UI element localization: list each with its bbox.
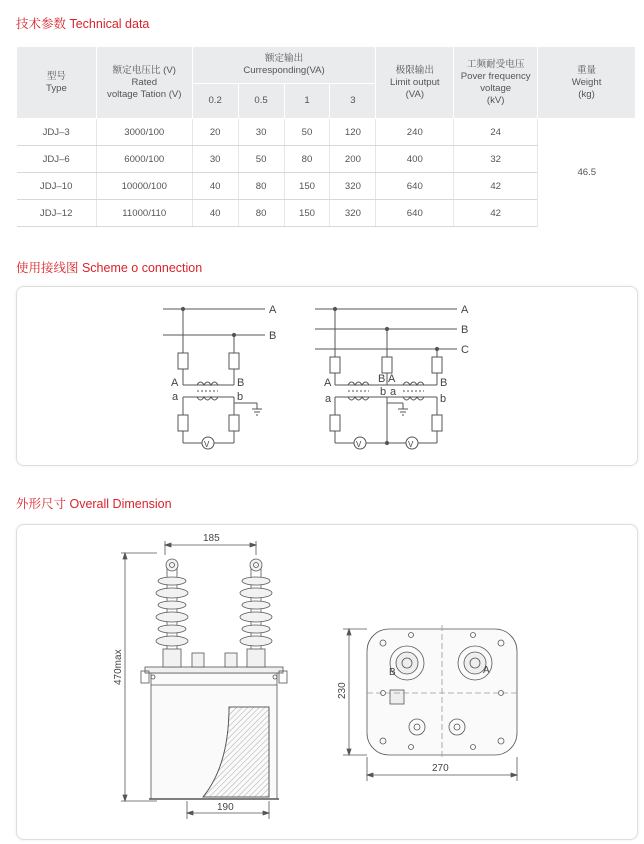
header-class-0-2: 0.2 [192, 84, 238, 119]
cell-output: 150 [284, 173, 330, 200]
right-voltmeter-2-label: V [408, 440, 414, 449]
table-row [17, 119, 636, 146]
left-phase-a-label: A [269, 304, 277, 316]
cell-output: 80 [238, 200, 284, 227]
header-power-frequency: 工频耐受电压 Pover frequency voltage (kV) [454, 47, 538, 119]
header-type: 型号 Type [17, 47, 97, 119]
left-secondary-a-label: a [172, 391, 179, 403]
left-secondary-b-label: b [237, 391, 244, 403]
cell-type: JDJ–10 [17, 173, 97, 200]
cell-voltage: 6000/100 [96, 146, 192, 173]
cell-output: 320 [330, 200, 376, 227]
cell-type: JDJ–12 [17, 200, 97, 227]
left-primary-b-label: B [237, 377, 245, 389]
right-left-secondary-b: b [380, 386, 387, 398]
cell-output: 50 [284, 119, 330, 146]
left-bushing [156, 559, 188, 667]
single-phase-diagram [163, 304, 277, 449]
cell-output: 200 [330, 146, 376, 173]
dim-base-width: 190 [217, 802, 234, 813]
cell-limit: 400 [376, 146, 454, 173]
cell-voltage: 10000/100 [96, 173, 192, 200]
dimension-title: 外形尺寸 Overall Dimension [16, 497, 172, 511]
cell-output: 150 [284, 200, 330, 227]
cell-output: 50 [238, 146, 284, 173]
right-right-primary-a: A [388, 373, 396, 385]
cell-output: 30 [192, 146, 238, 173]
cell-weight: 46.5 [538, 119, 636, 227]
dimension-panel [16, 524, 638, 840]
right-left-primary-b: B [378, 373, 386, 385]
cell-freq: 24 [454, 119, 538, 146]
cell-output: 40 [192, 200, 238, 227]
cell-type: JDJ–3 [17, 119, 97, 146]
cell-output: 30 [238, 119, 284, 146]
header-weight: 重量 Weight (kg) [538, 47, 636, 119]
right-right-secondary-a: a [390, 386, 397, 398]
header-class-0-5: 0.5 [238, 84, 284, 119]
left-phase-b-label: B [269, 330, 277, 342]
cell-output: 80 [284, 146, 330, 173]
cell-output: 40 [192, 173, 238, 200]
technical-data-title: 技术参数 Technical data [16, 17, 150, 31]
cell-voltage: 11000/110 [96, 200, 192, 227]
right-bushing [240, 559, 272, 667]
technical-data-table [16, 46, 636, 227]
right-left-secondary-a: a [325, 393, 332, 405]
header-class-1: 1 [284, 84, 330, 119]
cell-output: 320 [330, 173, 376, 200]
dim-height: 470max [113, 649, 124, 685]
cell-output: 20 [192, 119, 238, 146]
dimension-drawing [17, 525, 637, 839]
cell-freq: 32 [454, 146, 538, 173]
header-rated-output: 额定输出 Curresponding(VA) [192, 47, 376, 84]
cell-limit: 640 [376, 173, 454, 200]
right-left-primary-a: A [324, 377, 332, 389]
dim-width-top: 185 [203, 533, 220, 544]
right-phase-a-label: A [461, 304, 469, 316]
cell-output: 120 [330, 119, 376, 146]
top-view [337, 625, 517, 781]
left-voltmeter-label: V [204, 440, 210, 449]
front-view [113, 533, 287, 819]
scheme-title: 使用接线图 Scheme o connection [16, 261, 203, 275]
dim-bottom-width: 270 [432, 763, 449, 774]
right-phase-b-label: B [461, 324, 469, 336]
scheme-panel [16, 286, 638, 466]
right-right-primary-b: B [440, 377, 448, 389]
cell-output: 80 [238, 173, 284, 200]
right-phase-c-label: C [461, 344, 469, 356]
right-voltmeter-1-label: V [356, 440, 362, 449]
left-primary-a-label: A [171, 377, 179, 389]
header-class-3: 3 [330, 84, 376, 119]
three-phase-diagram [315, 304, 469, 449]
header-rated-voltage: 额定电压比 (V) Rated voltage Tation (V) [96, 47, 192, 119]
cell-freq: 42 [454, 200, 538, 227]
cell-freq: 42 [454, 173, 538, 200]
plate-b-label: B [389, 667, 396, 678]
plate-a-label: A [483, 665, 490, 676]
header-limit-output: 极限输出 Limit output (VA) [376, 47, 454, 119]
cell-voltage: 3000/100 [96, 119, 192, 146]
cell-limit: 240 [376, 119, 454, 146]
cell-limit: 640 [376, 200, 454, 227]
cell-type: JDJ–6 [17, 146, 97, 173]
right-right-secondary-b: b [440, 393, 447, 405]
connection-diagram [17, 287, 637, 465]
dim-bottom-height: 230 [337, 682, 348, 699]
